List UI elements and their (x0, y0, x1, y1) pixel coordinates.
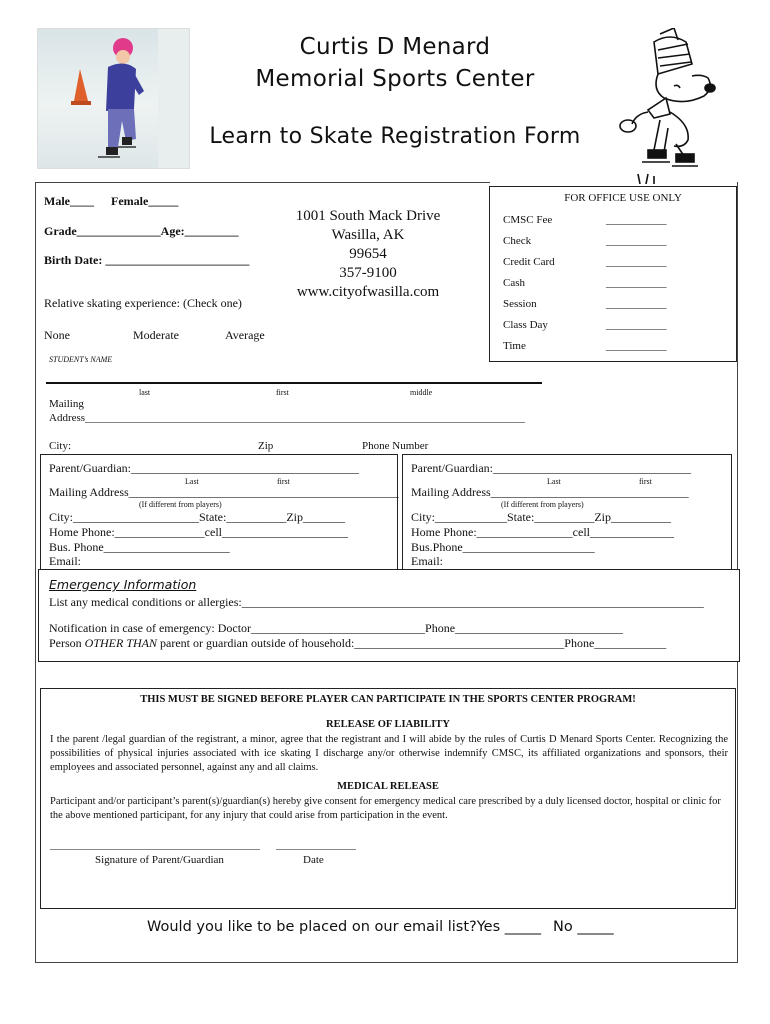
office-item-blank[interactable]: ___________ (606, 340, 667, 352)
guardian-right-name[interactable]: Parent/Guardian:_________________________________ (411, 461, 691, 475)
guardian-left-last: Last (185, 477, 199, 486)
address-city-state: Wasilla, AK (331, 227, 405, 243)
office-item-label: Session (503, 298, 537, 310)
child-skating-photo (37, 28, 190, 169)
experience-none[interactable]: None (44, 328, 70, 342)
guardian-right-home-phone[interactable]: Home Phone:________________cell______________ (411, 525, 674, 539)
emergency-heading: Emergency Information (49, 577, 197, 592)
medical-release-text: Participant and/or participant’s parent(s)/guardian(s) hereby give consent for emergency medical care prescribed by a duly licensed doctor, hospital or clinic for the above mentioned participant, for any injury that could arise from participation in the event. (50, 796, 721, 821)
signature-line[interactable] (50, 849, 260, 850)
office-item-blank[interactable]: ___________ (606, 256, 667, 268)
liability-text: I the parent /legal guardian of the registrant, a minor, agree that the registrant and I will abide by the rules of Curtis D Menard Sports Center. Recognizing the possibilities of physical injuries associated with ice skating I discharge any/or otherwise indemnify CMSC, its affiliated organizations and sponsors, their employees and associated personnel, against any and all claims. (50, 734, 728, 773)
guardian-left-email[interactable]: Email: (49, 554, 81, 568)
phone-number-label[interactable]: Phone Number (362, 440, 429, 452)
other-than-emphasis: OTHER THAN (84, 636, 158, 650)
experience-average[interactable]: Average (225, 328, 265, 342)
title-line2: Memorial Sports Center (255, 66, 535, 92)
form-title: Learn to Skate Registration Form (209, 124, 581, 149)
guardian-left-bus-phone[interactable]: Bus. Phone_____________________ (49, 540, 230, 554)
office-item-blank[interactable]: ___________ (606, 319, 667, 331)
office-item-label: Check (503, 235, 532, 247)
guardian-left-home-phone[interactable]: Home Phone:_______________cell_____________________ (49, 525, 348, 539)
snoopy-skating-cartoon (614, 28, 718, 184)
office-item-label: Class Day (503, 319, 548, 331)
medical-release-title: MEDICAL RELEASE (337, 781, 439, 792)
guardian-right-box (402, 454, 732, 571)
office-item-label: Credit Card (503, 256, 555, 268)
first-label: first (276, 388, 289, 397)
address-phone: 357-9100 (339, 265, 397, 281)
guardian-left-if-different: (If different from players) (139, 500, 222, 509)
liability-title: RELEASE OF LIABILITY (326, 719, 450, 730)
zip-label[interactable]: Zip (258, 440, 274, 452)
guardian-right-mailing[interactable]: Mailing Address_________________________________ (411, 485, 689, 499)
other-person-prefix: Person (49, 636, 85, 650)
address-zip: 99654 (349, 246, 387, 262)
title-line1: Curtis D Menard (299, 34, 491, 60)
guardian-left-first: first (277, 477, 290, 486)
doctor-field[interactable]: Notification in case of emergency: Doctor_____________________________Phone____________________________ (49, 621, 624, 635)
address-website[interactable]: www.cityofwasilla.com (296, 284, 440, 300)
guardian-left-box (40, 454, 398, 571)
office-item-blank[interactable]: ___________ (606, 277, 667, 289)
last-label: last (139, 388, 151, 397)
date-label: Date (303, 854, 324, 866)
office-item-label: CMSC Fee (503, 214, 553, 226)
city-label[interactable]: City: (49, 440, 72, 452)
grade-age-field[interactable]: Grade______________Age:_________ (44, 224, 239, 238)
guardian-right-email[interactable]: Email: (411, 554, 443, 568)
other-person-suffix: parent or guardian outside of household:___________________________________Phone____________ (157, 636, 667, 650)
guardian-right-last: Last (547, 477, 561, 486)
guardian-left-name[interactable]: Parent/Guardian:______________________________________ (49, 461, 359, 475)
guardian-left-mailing[interactable]: Mailing Address_____________________________________________ (49, 485, 399, 499)
guardian-right-bus-phone[interactable]: Bus.Phone______________________ (411, 540, 595, 554)
office-item-blank[interactable]: ___________ (606, 214, 667, 226)
guardian-right-city[interactable]: City:____________State:__________Zip__________ (411, 510, 671, 524)
address-street: 1001 South Mack Drive (295, 208, 441, 224)
emergency-box (38, 569, 740, 662)
office-heading: FOR OFFICE USE ONLY (564, 192, 682, 204)
birth-date-field[interactable]: Birth Date: ________________________ (44, 253, 250, 267)
student-name-line[interactable] (46, 382, 542, 384)
center-address (276, 207, 460, 302)
middle-label: middle (410, 388, 433, 397)
student-name-label: STUDENT’s NAME (49, 355, 113, 364)
signature-label: Signature of Parent/Guardian (95, 854, 224, 866)
release-notice: THIS MUST BE SIGNED BEFORE PLAYER CAN PARTICIPATE IN THE SPORTS CENTER PROGRAM! (140, 694, 636, 705)
other-person-field[interactable] (49, 636, 666, 651)
office-item-label: Time (503, 340, 526, 352)
email-list-question[interactable]: Would you like to be placed on our email list?Yes _____ (147, 919, 541, 935)
medical-conditions-field[interactable]: List any medical conditions or allergies:_____________________________________________________________________________ (49, 595, 704, 609)
frame-top-line (35, 182, 490, 183)
office-item-blank[interactable]: ___________ (606, 298, 667, 310)
experience-label: Relative skating experience: (Check one) (44, 296, 242, 310)
release-box (40, 688, 736, 909)
office-use-box (489, 186, 737, 362)
mailing-label: Mailing (49, 398, 84, 410)
email-list-no[interactable]: No _____ (553, 919, 614, 935)
address-field[interactable]: Address________________________________________________________________________________ (49, 412, 526, 424)
guardian-right-first: first (639, 477, 652, 486)
male-field[interactable]: Male____ (44, 194, 94, 208)
guardian-right-if-different: (If different from players) (501, 500, 584, 509)
guardian-left-city[interactable]: City:_____________________State:__________Zip_______ (49, 510, 345, 524)
office-item-blank[interactable]: ___________ (606, 235, 667, 247)
office-item-label: Cash (503, 277, 525, 289)
experience-moderate[interactable]: Moderate (133, 328, 179, 342)
date-line[interactable] (276, 849, 356, 850)
female-field[interactable]: Female_____ (111, 194, 179, 208)
